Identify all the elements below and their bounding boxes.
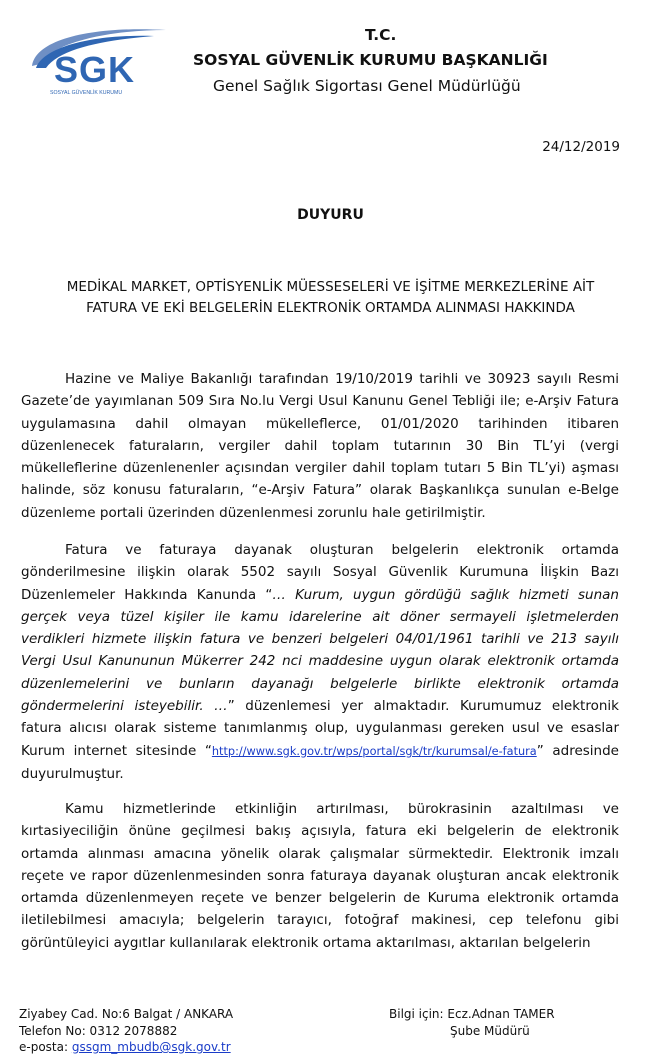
footer-contact-person	[389, 1006, 555, 1039]
body-paragraph-1	[21, 368, 619, 524]
department-name: Genel Sağlık Sigortası Genel Müdürlüğü	[213, 77, 521, 95]
document-title: DUYURU	[297, 207, 364, 223]
paragraph-text-end: ” adresinde duyurulmuştur.	[21, 742, 619, 782]
logo-tagline: SOSYAL GÜVENLİK KURUMU	[50, 90, 123, 96]
paragraph-text: Hazine ve Maliye Bakanlığı tarafından 19/10/2019 tarihli ve 30923 sayılı Resmi Gazete’de yayımlanan 509 Sıra No.lu Vergi Usul Kanunu Genel Tebliği ile; e-Arşiv Fatura uygulamasına dahil olmayan mükelleflerce, 01/01/2020 tarihinden itibaren düzenlenecek faturaların, vergiler dahil toplam tutarının 30 Bin TL’yi (vergi mükelleflerine düzenlenenler açısından vergiler dahil toplam tutarı 5 Bin TL’yi) aşması halinde, söz konusu faturaların, “e-Arşiv Fatura” olarak Başkanlıkça sunulan e-Belge düzenleme portali üzerinden düzenlenmesi zorunlu hale getirilmiştir.	[21, 371, 619, 521]
footer-contact-info	[19, 1006, 233, 1056]
logo-text: SGK	[54, 49, 136, 90]
document-subject	[30, 277, 631, 319]
subject-line: FATURA VE EKİ BELGELERİN ELEKTRONİK ORTAMDA ALINMASI HAKKINDA	[86, 300, 575, 316]
e-fatura-link[interactable]: http://www.sgk.gov.tr/wps/portal/sgk/tr/kurumsal/e-fatura	[211, 744, 537, 758]
paragraph-text	[21, 539, 619, 785]
law-quote: … Kurum, uygun gördüğü sağlık hizmeti sunan gerçek veya tüzel kişiler ile kamu idarelerine ait döner sermayeli işletmelerden verdikleri hizmete ilişkin fatura ve benzeri belgeleri 04/01/1961 tarihli ve 213 sayılı Vergi Usul Kanununun Mükerrer 242 nci maddesine uygun olarak elektronik ortamda düzenlemelerini ve bunların dayanağı belgelerle birlikte elektronik ortamda göndermelerini isteyebilir. …	[21, 586, 619, 715]
organization-name: SOSYAL GÜVENLİK KURUMU BAŞKANLIĞI	[193, 51, 548, 69]
sgk-logo	[26, 24, 176, 100]
country-header: T.C.	[365, 26, 397, 44]
paragraph-text: Kamu hizmetlerinde etkinliğin artırılması, bürokrasinin azaltılması ve kırtasiyeciliğin önüne geçilmesi bakış açısıyla, fatura eki belgelerin de elektronik ortamda alınması amacına yönelik olarak çalışmalar sürmektedir. Elektronik imzalı reçete ve rapor düzenlenmesinden sonra faturaya dayanak oluşturan ancak elektronik ortamda düzenlenmeyen reçete ve benzer belgelerin de Kuruma elektronik ortamda iletilebilmesi amacıyla; belgelerin tarayıcı, fotoğraf makinesi, cep telefonu gibi görüntüleyici aygıtlar kullanılarak elektronik ortama aktarılması, aktarılan belgelerin	[21, 801, 619, 951]
body-paragraph-3	[21, 798, 619, 954]
footer-address: Ziyabey Cad. No:6 Balgat / ANKARA	[19, 1007, 234, 1021]
footer-phone: Telefon No: 0312 2078882	[19, 1023, 178, 1038]
body-paragraph-2	[21, 539, 619, 785]
contact-title: Şube Müdürü	[450, 1023, 530, 1038]
document-date: 24/12/2019	[542, 139, 620, 155]
paragraph-text-intro: Fatura ve faturaya dayanak oluşturan belgelerin elektronik ortamda gönderilmesine ilişkin olarak 5502 sayılı Sosyal Güvenlik Kurumuna İlişkin Bazı Düzenlemeler Hakkında Kanunda “	[21, 542, 619, 603]
contact-name: Bilgi için: Ecz.Adnan TAMER	[389, 1007, 555, 1021]
email-label: e-posta:	[19, 1040, 72, 1054]
subject-line: MEDİKAL MARKET, OPTİSYENLİK MÜESSESELERİ VE İŞİTME MERKEZLERİNE AİT	[66, 279, 595, 295]
email-link[interactable]: gssgm_mbudb@sgk.gov.tr	[71, 1040, 231, 1054]
footer-email-row	[19, 1039, 233, 1056]
paragraph-text-continued: ” düzenlemesi yer almaktadır. Kurumumuz elektronik fatura alıcısı olarak sisteme tanımlanmış olup, uygulanması gereken usul ve esaslar Kurum internet sitesinde “	[21, 698, 619, 759]
